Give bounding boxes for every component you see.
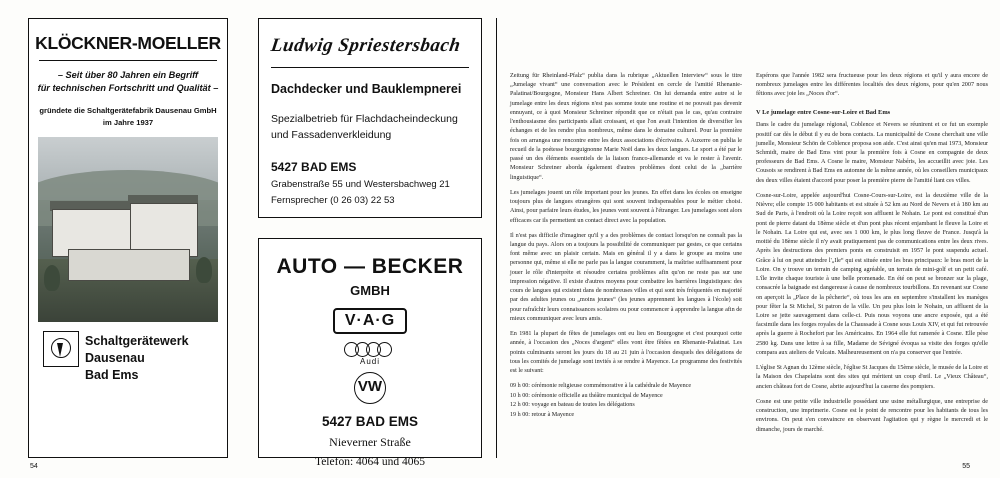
ad-kloeckner-moeller <box>28 18 228 458</box>
ad-becker-title: AUTO — BECKER <box>276 255 464 278</box>
factory-photo <box>38 137 218 322</box>
column-divider <box>496 18 497 458</box>
page-number-right: 55 <box>962 463 970 470</box>
paragraph: Espérons que l'année 1982 sera fructueuse pour les deux régions et qu'il y aura encore de nombreux jumelages entre les différentes localités des deux régions, pour qu'en 2007 nous fêtions avec joie les „Noces d'or“. <box>756 73 988 98</box>
ad-spriestersbach-phone: Fernsprecher (0 26 03) 22 53 <box>271 194 395 206</box>
paragraph: Dans le cadre du jumelage régional, Coblence et Nevers se réunirent et ce fut un exemple positif car dès le début il y eu de bons contacts. La municipalité de Cosne cherchait une ville jumelle, Monsieur Schön de Coblence proposa son aide. C'est ainsi qu'en mai 1973, Monsieur Schmidt, maire de Bad Ems vint pour la première fois à Cosne en compagnie de deux professeurs de Bad Ems. A Cosne le maire, Monsieur Nabéris, les accueillit avec joie. Les Cousois se rendirent à Bad Ems en automne de la même année, où les conseillers municipaux des deux villes étaient d'accord pour poser la première pierre de l'amitié liant ces villes. <box>756 122 988 184</box>
vw-logo-icon: VW <box>354 372 386 404</box>
ad-kloeckner-footer-line1: Schaltgerätewerk Dausenau <box>85 334 189 365</box>
schedule-item: 09 h 00: cérémonie religieuse commémorative à la cathédrale de Mayence <box>510 383 692 390</box>
page-number-left: 54 <box>30 463 38 470</box>
photo-building-c <box>68 249 190 281</box>
schedule-item: 10 h 00: cérémonie officielle au théâtre municipal de Mayence <box>510 392 663 399</box>
paragraph: L'église St Agnan du 12ème siècle, l'église St Jacques du 15ème siècle, le musée de la Loire et la Maison des Chapelains sont des sites qui méritent un coup d'œil. Le „Vieux Château“, ancien château fort de Cosne, abrite aujourd'hui la caserne des pompiers. <box>756 365 988 390</box>
ad-auto-becker <box>258 238 482 468</box>
ad-kloeckner-footer-line2: Bad Ems <box>85 367 139 382</box>
ad-becker-subtitle: GMBH <box>350 283 390 298</box>
schedule-item: 12 h 00: voyage en bateau de toutes les délégations <box>510 402 635 409</box>
section-heading: V Le jumelage entre Cosne-sur-Loire et Bad Ems <box>756 108 891 116</box>
ad-spriestersbach-trade: Dachdecker und Bauklempnerei <box>271 82 462 96</box>
ad-kloeckner-note-line1: gründete die Schaltgerätefabrik Dausenau GmbH <box>39 105 217 115</box>
audi-rings-icon <box>259 342 481 356</box>
paragraph: Cosne-sur-Loire, appelée aujourd'hui Cosne-Cours-sur-Loire, est la deuxième ville de la Nièvre; elle compte 15 000 habitants et est située à 52 km au Nord de Nevers et à 180 km au Sud de Paris, à l'endroit où la Loire reçoit son affluent le Nohain. Le pont est constitué d'un pont de pierre datant du 18ème siècle et d'un pont plus récent enjambant le fleuve la Loire et le Nohain. La Loire qui est, avec ses 1 000 km, le plus long fleuve de France. Jusqu'à la moitié du 18ème siècle il n'y avait pratiquement pas de communications entre les deux rives. Après les destructions des premiers ponts en construisit en 1957 le pont suspendu actuel. Grâce à lui on peut atteindre l'„Ile“ qui est située entre les bras principaux: le bras mort de la Loire. On y trouve un terrain de camping agréable, un terrain de mini-golf et un petit café. L'île invite chaque touriste à une belle promenade. En été on peut se bronzer sur la plage, consacrée la baignade est dangereuse à cause de nombreux tourbillons. En revenant sur Cosne on aperçoit la „Place de la pêcherie“, où tous les ans en septembre s'installent les manèges pour fêter la St Michel, St patron de la ville. Un peu plus loin le Nohain, un affluent de la Loire se jette sauvagement dans celle-ci. Puis nous voyons une ancre exposée, qui a été facsimile dans les forges royales de la Chaussade à Cosne sous Louis XIV, et qui fut retrouvée après la guerre à Rochefort par les Américains. En 1964 elle fut ramenée à Cosne. Elle pèse 2580 kg. Dans une lettre à sa fille, Madame de Sévigné évoqua sa visite des forges qu'elle compara aux ateliers de Vulcain. Malheureusement on n'a pu conserver que l'entrée. <box>756 192 988 356</box>
ad-spriestersbach-rule <box>271 67 469 68</box>
kloeckner-logo-icon <box>43 331 79 367</box>
photo-tree-b <box>196 257 212 283</box>
ad-spriestersbach <box>258 18 482 218</box>
paragraph: Il n'est pas difficile d'imaginer qu'il y a des problèmes de contact lorsqu'on ne connaît pas la langue du pays. Alors on a toujours la possibilité de communiquer par gestes, ce que certains font même avec un plaisir certain. Mais en général il y a dans le groupe au moins une personne qui, même si elle ne parle pas la langue couramment, la maîtrise suffisamment pour jouer le rôle d'interprète et résoudre certains problèmes afin qu'on ne reste pas sur une impression négative. Il existe d'autres moyens pour combattre les barrières linguistiques: des cours de langues qui existent dans de nombreuses villes et qui sont très fréquentés en majorité par des adultes jeunes ou „moins jeunes“ (les jeunes apprennent les langues à l'école) soit pour rafraîchir leurs connaissances scolaires ou pour commencer à apprendre la langue afin de mieux communiquer avec leurs amis. <box>510 232 742 322</box>
paragraph: Les jumelages jouent un rôle important pour les jeunes. En effet dans les écoles on enseigne toujours plus de langues etrangères qui sont souvent indispensables pour le métier choisi. Ainsi, pour parfaire leurs études, les jeunes vont souvent à l'étranger. Les jumelages sont alors efficaces car ils permettent un contact direct avec la population. <box>510 189 742 224</box>
ad-spriestersbach-services-line1: Spezialbetrieb für Flachdacheindeckung <box>271 113 458 125</box>
ad-kloeckner-footer <box>85 333 221 384</box>
ad-becker-street: Nieverner Straße <box>329 435 411 449</box>
audi-ring-4 <box>377 342 392 357</box>
schedule-item: 19 h 00: retour à Mayence <box>510 411 575 418</box>
ad-spriestersbach-services-line2: und Fassadenverkleidung <box>271 128 392 141</box>
ad-spriestersbach-street: Grabenstraße 55 und Westersbachweg 21 <box>271 178 450 190</box>
vag-logo-icon: V·A·G <box>333 308 407 334</box>
audi-wordmark: Audi <box>359 357 380 366</box>
ad-kloeckner-note-line2: im Jahre 1937 <box>102 118 154 128</box>
paragraph: Cosne est une petite ville industrielle possédant une usine métallurgique, une entreprise de construction, une imprimerie. Cosne est le point de rencontre pour les habitants de tous les environs. On peut s'en convaincre en observant l'agitation qui y règne le mercredi et le dimanche, jours de marché. <box>756 398 988 433</box>
ad-spriestersbach-name: Ludwig Spriestersbach <box>269 35 462 56</box>
ad-kloeckner-rule <box>39 60 217 61</box>
ad-kloeckner-subtitle-line2: für technischen Fortschritt und Qualität – <box>37 83 219 94</box>
paragraph: En 1981 la plupart de fêtes de jumelages ont eu lieu en Bourgogne et c'est pourquoi cette année, à l'occasion des „Noces d'argent“ elles vont être fêtées en Rhenanie-Palatinat. Les points culminants seront les jours du 18 au 21 juin à l'occasion desquels des délégations de tous les comités de jumelage sont invités à se rendre à Mayence. Le programme des festivités est le suivant: <box>510 331 742 375</box>
paragraph: Zeitung für Rheinland-Pfalz“ publia dans la rubrique „Aktuellen Interview“ sous le titre „Jumelage vivant“ une conversation avec le Président en cercle de l'amitié Rhenanie-Palatinat/Bourgogne, Monsieur Hans Albert Schreiner. On lui demanda entre autre si le jumelage entre les deux régions n'est pas somme toute une routine et ne pouvait pas devenir ennuyant, ce à quoi Monsieur Schreiner répondit que ce n'était pas le cas, qu'au contraire l'enthousiasme des participants allait croissant, et que l'on avait l'intention de diversifier les échanges et de les rendre plus nombreux, même dans le domaine culturel. Pour la première fois on arrangea une rencontre entre les deux associations d'écrivains. A Auxerre on publia le recueil de la poétesse bourguignonne Marie Noël dans les deux langues. Le sport a été par le passé un des éléments essentiels de la liaison franco-allemande et va le rester à l'avenir. Monsieur Schreiner aborda également d'autres problèmes dont celui de la „barrière linguistique“. <box>510 73 742 181</box>
body-text-column-left <box>510 72 742 420</box>
ad-becker-phone: Telefon: 4064 und 4065 <box>314 456 426 468</box>
ad-spriestersbach-city: 5427 BAD EMS <box>271 159 357 174</box>
ad-becker-city: 5427 BAD EMS <box>321 414 419 429</box>
ad-kloeckner-title: KLÖCKNER-MOELLER <box>35 33 221 53</box>
photo-tree-a <box>44 265 60 291</box>
ad-kloeckner-subtitle-line1: – Seit über 80 Jahren ein Begriff <box>57 70 199 80</box>
body-text-column-right <box>756 72 988 441</box>
